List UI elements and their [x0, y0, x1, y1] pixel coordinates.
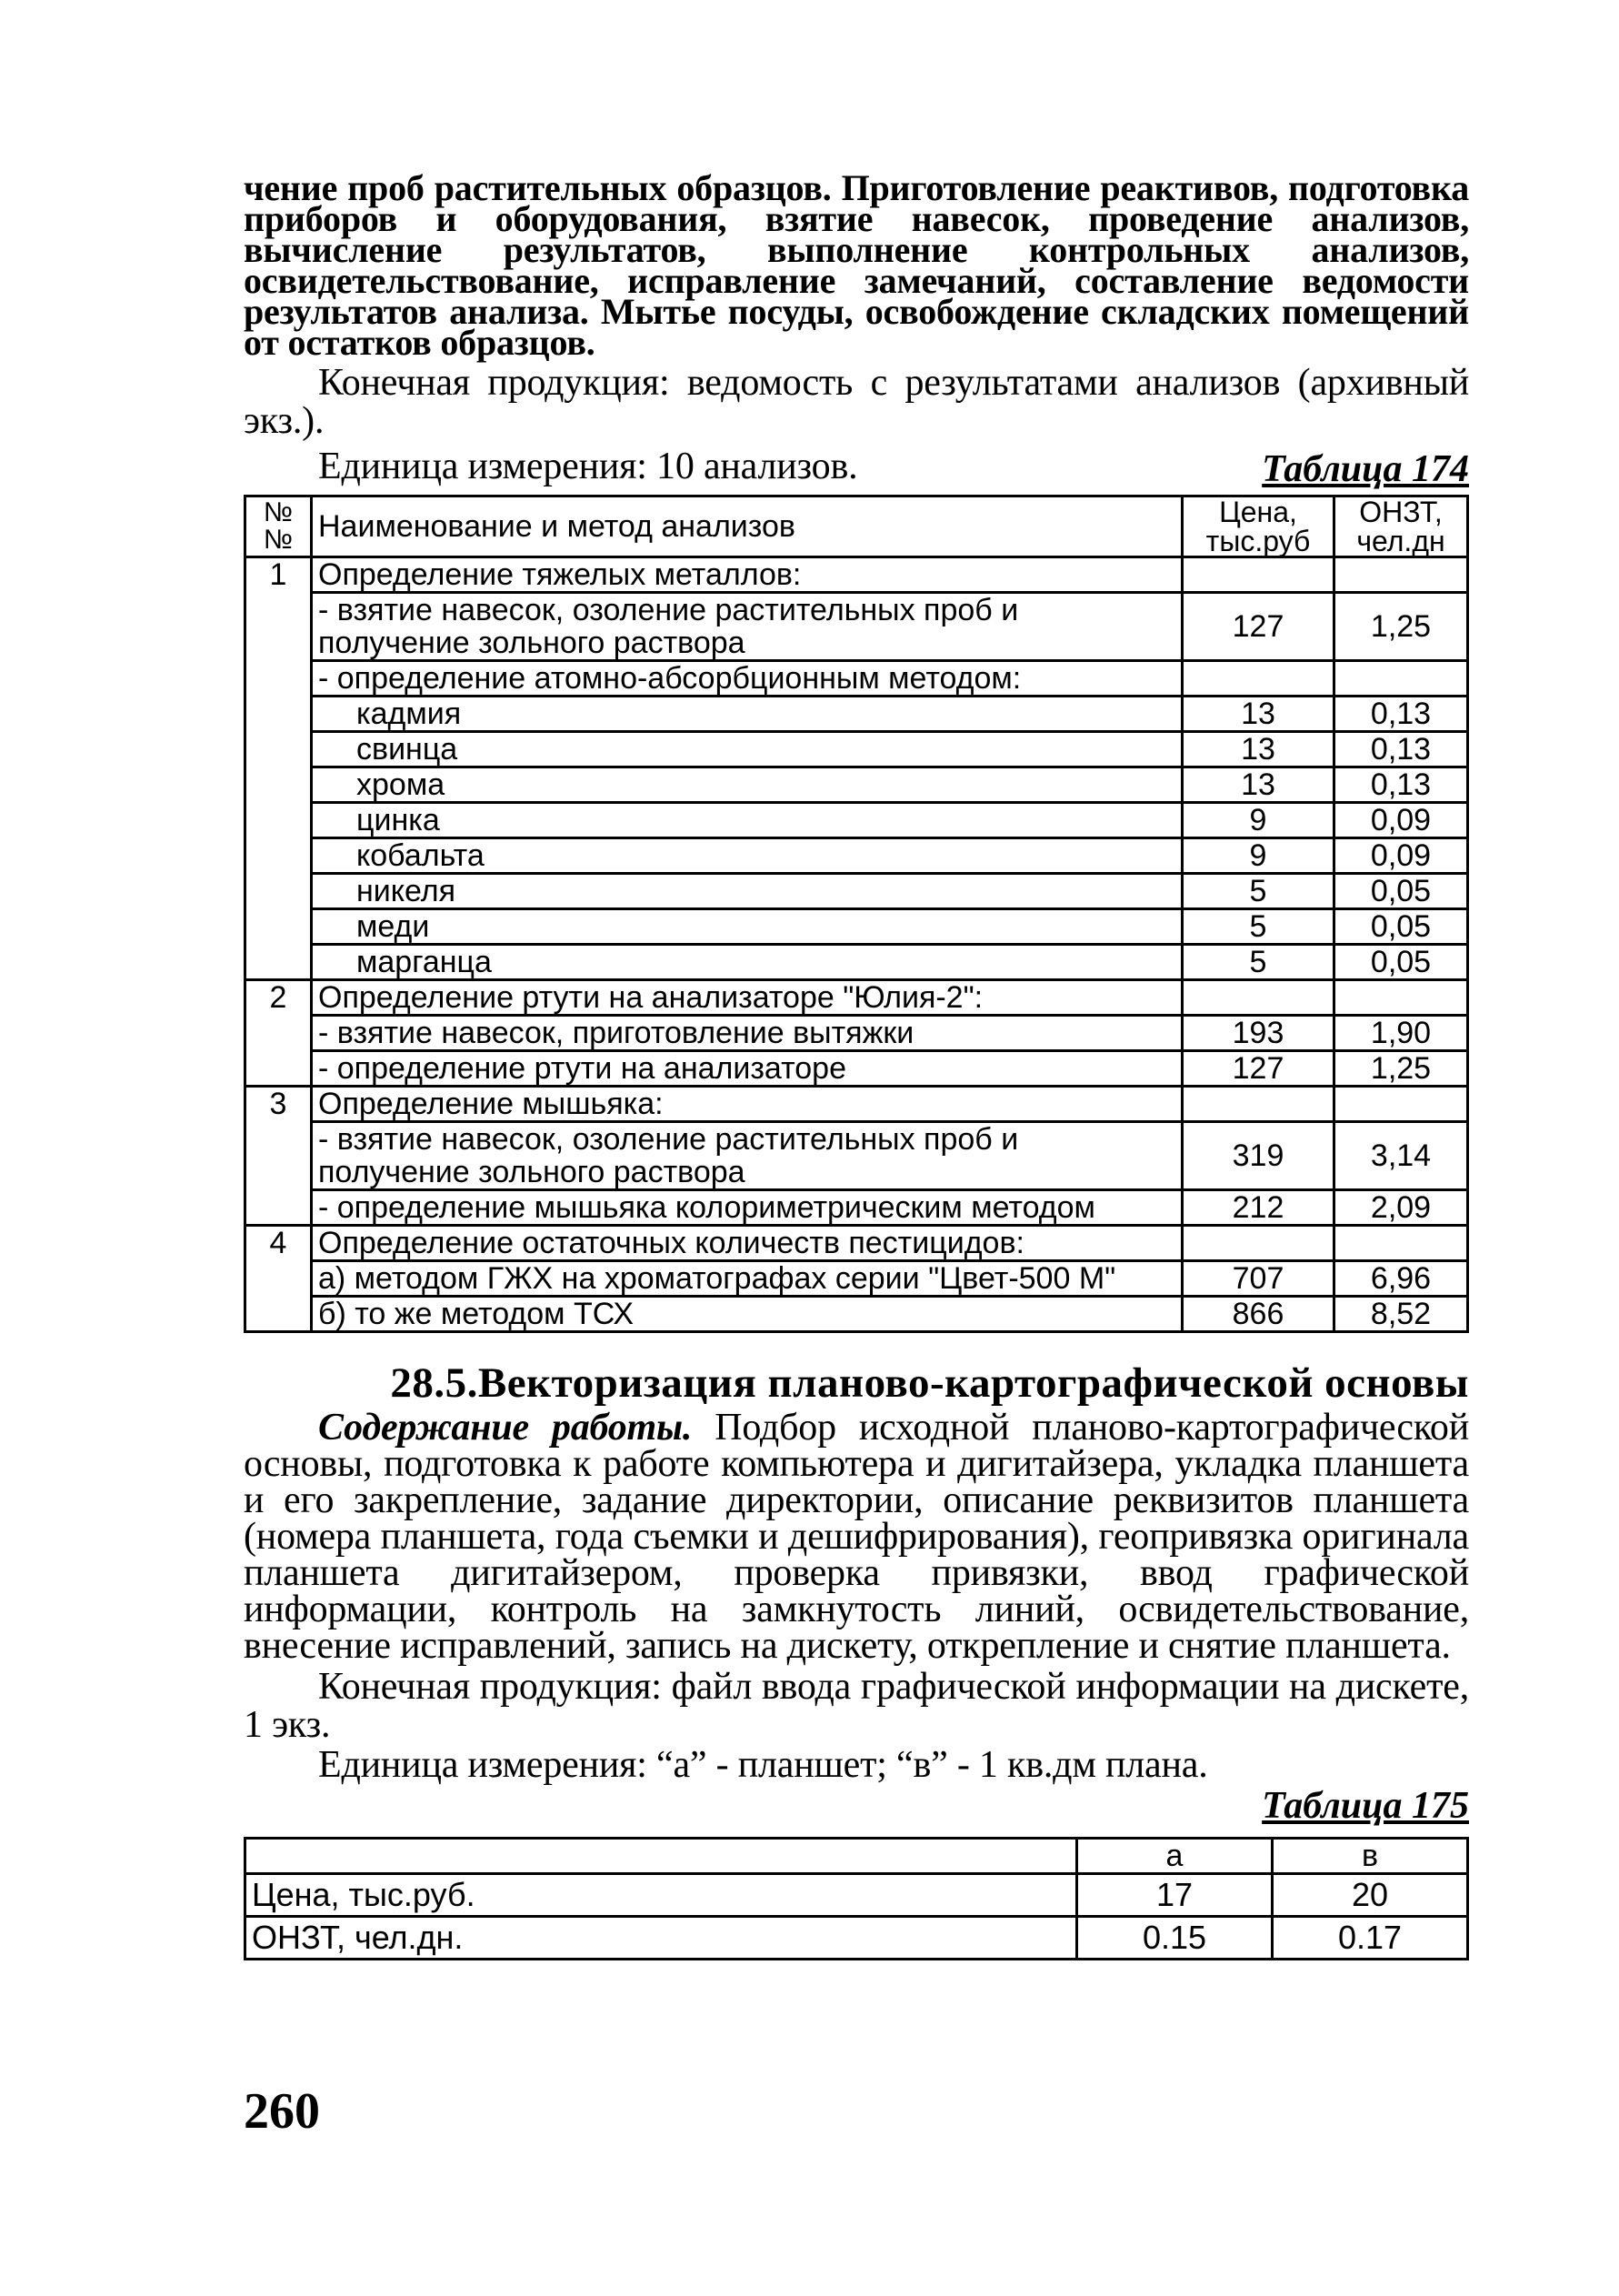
row-onzt: 2,09	[1334, 1190, 1468, 1226]
header-no: № №	[245, 496, 312, 557]
row-name: меди	[312, 909, 1183, 945]
table-174-header-row	[245, 496, 1468, 557]
row-name: свинца	[312, 732, 1183, 767]
table-row	[245, 1122, 1468, 1190]
section-content	[244, 1407, 1469, 1667]
table-row	[245, 874, 1468, 909]
row-name: - взятие навесок, озоление растительных проб и получение зольного раствора	[312, 1122, 1183, 1190]
row-price: 127	[1183, 593, 1334, 661]
row-name: - взятие навесок, приготовление вытяжки	[312, 1016, 1183, 1051]
row-name: Определение остаточных количеств пестицидов:	[312, 1226, 1183, 1261]
row-number: 4	[245, 1226, 312, 1261]
table-row	[245, 945, 1468, 980]
row-onzt: 1,90	[1334, 1016, 1468, 1051]
row-price: 212	[1183, 1190, 1334, 1226]
row-number	[245, 732, 312, 767]
table-row	[245, 767, 1468, 803]
row-number: 1	[245, 557, 312, 593]
row-onzt: 0,13	[1334, 767, 1468, 803]
row-name: никеля	[312, 874, 1183, 909]
row-number	[245, 874, 312, 909]
page-content	[244, 167, 1469, 1960]
row-price: 193	[1183, 1016, 1334, 1051]
row-price: 9	[1183, 838, 1334, 874]
row-name: - определение атомно-абсорбционным методом:	[312, 661, 1183, 697]
row-number	[245, 1051, 312, 1087]
row-number	[245, 661, 312, 697]
table-row	[245, 803, 1468, 838]
header-name: Наименование и метод анализов	[312, 496, 1183, 557]
row-onzt: 8,52	[1334, 1297, 1468, 1332]
row-price	[1183, 1226, 1334, 1261]
row-onzt	[1334, 557, 1468, 593]
table-175-caption: Таблица 175	[1262, 1785, 1469, 1827]
table-175-header-row	[245, 1839, 1468, 1874]
row-onzt: 0,09	[1334, 803, 1468, 838]
row-number: 3	[245, 1087, 312, 1122]
cell-b: 0.17	[1273, 1917, 1468, 1960]
table-row	[245, 1297, 1468, 1332]
content-label: Содержание работы.	[318, 1407, 693, 1449]
row-price	[1183, 557, 1334, 593]
cell-a: 0.15	[1077, 1917, 1273, 1960]
row-price: 127	[1183, 1051, 1334, 1087]
row-number	[245, 1261, 312, 1297]
row-number	[245, 945, 312, 980]
row-onzt: 0,13	[1334, 732, 1468, 767]
row-onzt: 1,25	[1334, 1051, 1468, 1087]
row-onzt: 0,13	[1334, 697, 1468, 732]
row-price: 13	[1183, 697, 1334, 732]
table-row	[245, 697, 1468, 732]
content-text: Подбор исходной планово-картографической основы, подготовка к работе компьютера и дигитайзера, укладка планшета и его закрепление, задание директории, описание реквизитов планшета (номера планшета, года съемки и дешифрирования), геопривязка оригинала планшета дигитайзером, проверка привязки, ввод графической информации, контроль на замкнутость линий, освидетельствование, внесение исправлений, запись на дискету, открепление и снятие планшета.	[244, 1407, 1469, 1667]
row-name: Определение ртути на анализаторе "Юлия-2":	[312, 980, 1183, 1016]
row-number	[245, 909, 312, 945]
row-price: 5	[1183, 945, 1334, 980]
row-name: кобальта	[312, 838, 1183, 874]
row-onzt: 6,96	[1334, 1261, 1468, 1297]
table-row	[245, 980, 1468, 1016]
row-onzt: 0,05	[1334, 945, 1468, 980]
cell-a: 17	[1077, 1874, 1273, 1917]
row-number	[245, 593, 312, 661]
row-name: б) то же методом ТСХ	[312, 1297, 1183, 1332]
header-b: в	[1273, 1839, 1468, 1874]
row-price: 5	[1183, 874, 1334, 909]
cell-b: 20	[1273, 1874, 1468, 1917]
row-number	[245, 1016, 312, 1051]
table-row	[245, 1917, 1468, 1960]
row-onzt: 0,05	[1334, 874, 1468, 909]
row-number	[245, 1122, 312, 1190]
row-price	[1183, 1087, 1334, 1122]
cell-label: ОНЗТ, чел.дн.	[245, 1917, 1077, 1960]
table-row	[245, 1051, 1468, 1087]
row-name: - определение ртути на анализаторе	[312, 1051, 1183, 1087]
row-name: марганца	[312, 945, 1183, 980]
table-row	[245, 838, 1468, 874]
row-price: 319	[1183, 1122, 1334, 1190]
header-empty	[245, 1839, 1077, 1874]
row-name: а) методом ГЖХ на хроматографах серии "Цвет-500 М"	[312, 1261, 1183, 1297]
row-onzt: 3,14	[1334, 1122, 1468, 1190]
table-row	[245, 1190, 1468, 1226]
table-row	[245, 1016, 1468, 1051]
section-title: 28.5.Векторизация планово-картографической основы	[390, 1359, 1469, 1407]
row-onzt: 0,09	[1334, 838, 1468, 874]
row-name: Определение мышьяка:	[312, 1087, 1183, 1122]
section-product: Конечная продукция: файл ввода графической информации на дискете, 1 экз.	[244, 1666, 1469, 1746]
row-number	[245, 1190, 312, 1226]
row-price: 13	[1183, 767, 1334, 803]
table-row	[245, 732, 1468, 767]
row-onzt	[1334, 1226, 1468, 1261]
row-name: хрома	[312, 767, 1183, 803]
row-price: 866	[1183, 1297, 1334, 1332]
row-name: кадмия	[312, 697, 1183, 732]
intro-paragraph-3: Единица измерения: 10 анализов.	[318, 446, 858, 487]
table-row	[245, 1874, 1468, 1917]
row-number	[245, 1297, 312, 1332]
row-number	[245, 697, 312, 732]
table-175	[244, 1837, 1469, 1960]
row-price	[1183, 980, 1334, 1016]
table-row	[245, 1087, 1468, 1122]
table-row	[245, 557, 1468, 593]
row-name: - взятие навесок, озоление растительных проб и получение зольного раствора	[312, 593, 1183, 661]
table-row	[245, 593, 1468, 661]
table-row	[245, 661, 1468, 697]
row-onzt	[1334, 1087, 1468, 1122]
row-number	[245, 803, 312, 838]
intro-paragraph-1: чение проб растительных образцов. Приготовление реактивов, подготовка приборов и оборудования, взятие навесок, проведение анализов, вычисление результатов, выполнение контрольных анализов, освидетельствование, исправление замечаний, составление ведомости результатов анализа. Мытье посуды, освобождение складских помещений от остатков образцов.	[244, 167, 1469, 363]
row-name: цинка	[312, 803, 1183, 838]
row-name: - определение мышьяка колориметрическим методом	[312, 1190, 1183, 1226]
row-price	[1183, 661, 1334, 697]
table-174	[244, 495, 1469, 1333]
table-row	[245, 909, 1468, 945]
table-174-caption: Таблица 174	[1262, 448, 1469, 490]
table-row	[245, 1261, 1468, 1297]
table-row	[245, 1226, 1468, 1261]
intro-paragraph-2: Конечная продукция: ведомость с результатами анализов (архивный экз.).	[244, 362, 1469, 442]
row-price: 5	[1183, 909, 1334, 945]
header-price: Цена, тыс.руб	[1183, 496, 1334, 557]
row-onzt	[1334, 661, 1468, 697]
header-onzt: ОНЗТ, чел.дн	[1334, 496, 1468, 557]
page-number: 260	[244, 2083, 320, 2140]
header-a: а	[1077, 1839, 1273, 1874]
row-onzt: 1,25	[1334, 593, 1468, 661]
row-name: Определение тяжелых металлов:	[312, 557, 1183, 593]
row-number	[245, 838, 312, 874]
row-onzt	[1334, 980, 1468, 1016]
row-number: 2	[245, 980, 312, 1016]
row-price: 9	[1183, 803, 1334, 838]
section-unit: Единица измерения: “а” - планшет; “в” - 1 кв.дм плана.	[318, 1744, 1208, 1786]
cell-label: Цена, тыс.руб.	[245, 1874, 1077, 1917]
row-price: 13	[1183, 732, 1334, 767]
row-onzt: 0,05	[1334, 909, 1468, 945]
row-price: 707	[1183, 1261, 1334, 1297]
row-number	[245, 767, 312, 803]
